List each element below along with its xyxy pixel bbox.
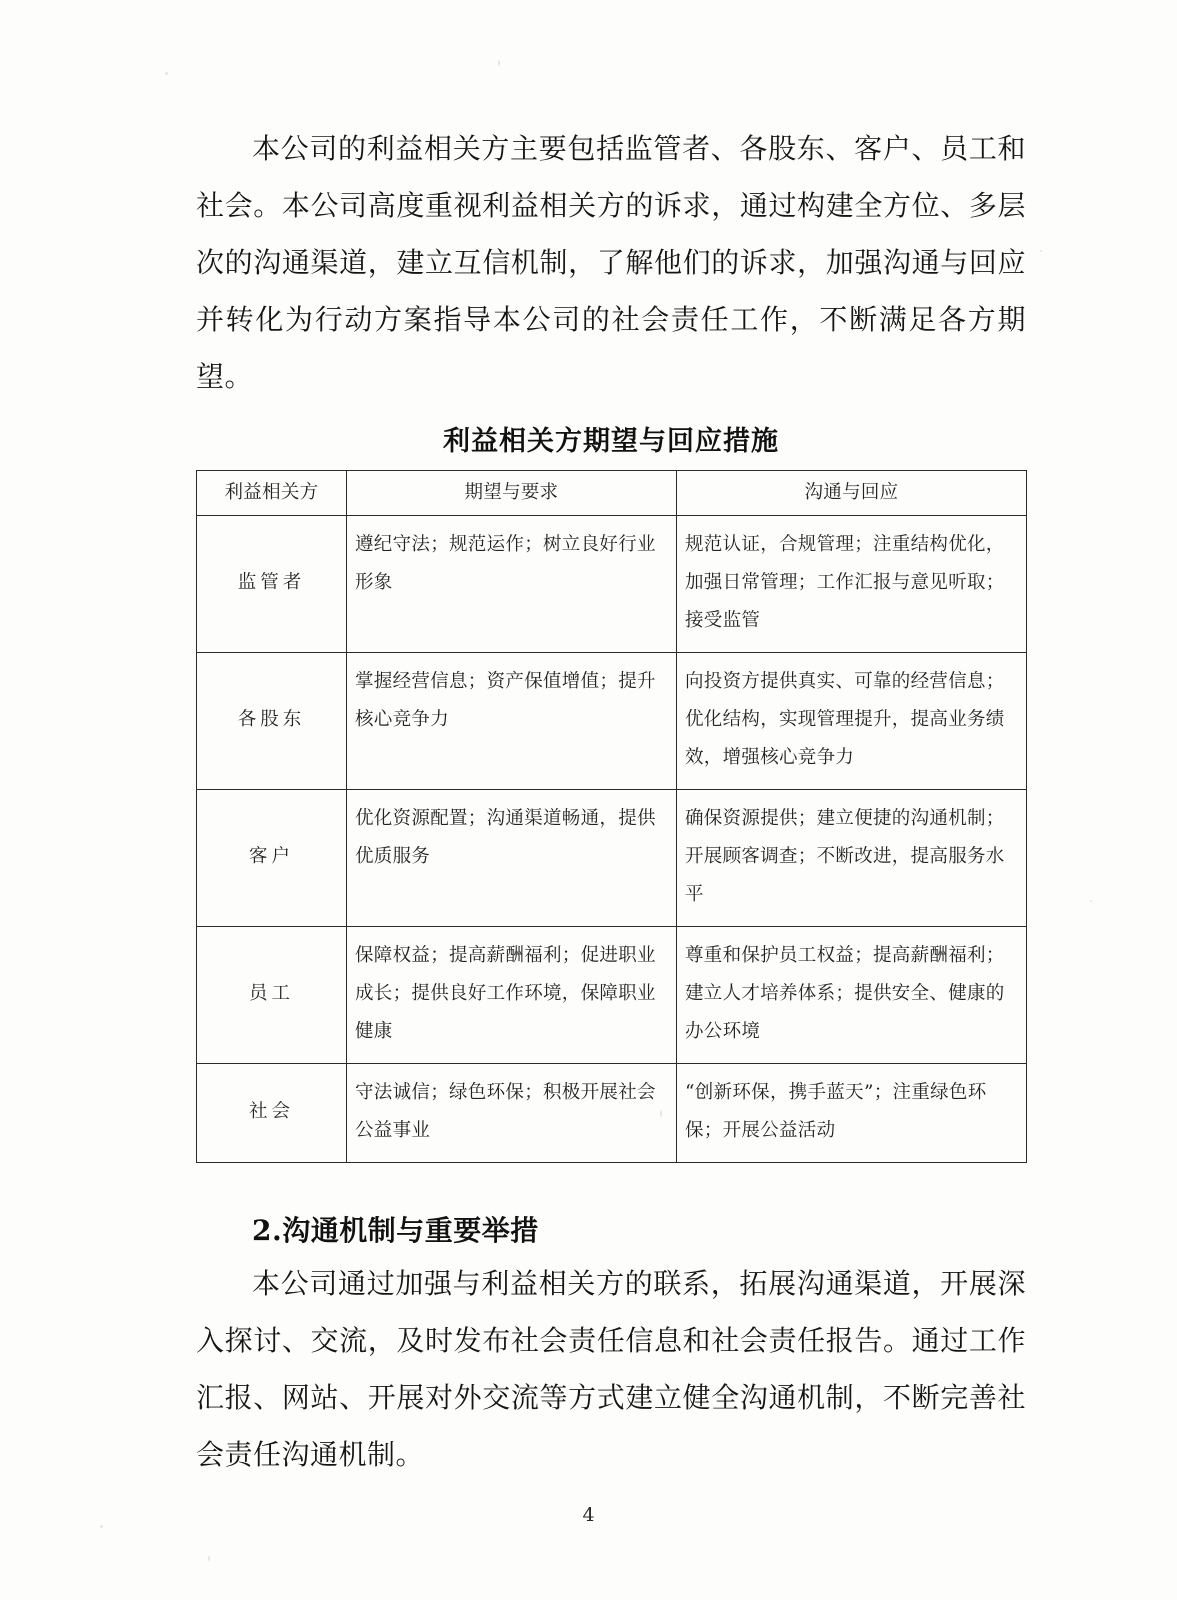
cell-expectation: 守法诚信；绿色环保；积极开展社会公益事业 [347, 1064, 677, 1163]
cell-response: 向投资方提供真实、可靠的经营信息；优化结构，实现管理提升，提高业务绩效，增强核心竞争力 [677, 653, 1027, 790]
cell-party: 客户 [197, 790, 347, 927]
table-row [197, 927, 1027, 1064]
table-header-party: 利益相关方 [197, 471, 347, 516]
cell-response: 确保资源提供；建立便捷的沟通机制；开展顾客调查；不断改进，提高服务水平 [677, 790, 1027, 927]
table-row [197, 516, 1027, 653]
cell-response: 尊重和保护员工权益；提高薪酬福利；建立人才培养体系；提供安全、健康的办公环境 [677, 927, 1027, 1064]
cell-party: 各股东 [197, 653, 347, 790]
scan-speck [498, 60, 500, 66]
cell-party: 社会 [197, 1064, 347, 1163]
table-row [197, 653, 1027, 790]
section-paragraph: 本公司通过加强与利益相关方的联系，拓展沟通渠道，开展深入探讨、交流，及时发布社会责任信息和社会责任报告。通过工作汇报、网站、开展对外交流等方式建立健全沟通机制，不断完善社会责任沟通机制。 [196, 1267, 1026, 1471]
scan-speck [165, 72, 168, 75]
document-body [196, 120, 1026, 1489]
table-title: 利益相关方期望与回应措施 [443, 426, 779, 457]
scan-speck [208, 1556, 210, 1561]
table-header-row [197, 471, 1027, 516]
cell-expectation: 掌握经营信息；资产保值增值；提升核心竞争力 [347, 653, 677, 790]
stakeholder-table [196, 470, 1027, 1163]
cell-party: 监管者 [197, 516, 347, 653]
table-row [197, 790, 1027, 927]
cell-response: “创新环保，携手蓝天”；注重绿色环保；开展公益活动 [677, 1064, 1027, 1163]
cell-expectation: 遵纪守法；规范运作；树立良好行业形象 [347, 516, 677, 653]
cell-expectation: 保障权益；提高薪酬福利；促进职业成长；提供良好工作环境，保障职业健康 [347, 927, 677, 1064]
cell-expectation: 优化资源配置；沟通渠道畅通，提供优质服务 [347, 790, 677, 927]
cell-party: 员工 [197, 927, 347, 1064]
cell-response: 规范认证，合规管理；注重结构优化，加强日常管理；工作汇报与意见听取；接受监管 [677, 516, 1027, 653]
table-row [197, 1064, 1027, 1163]
scan-speck [1090, 900, 1092, 902]
scan-speck [1040, 250, 1042, 252]
table-header-expectation: 期望与要求 [347, 471, 677, 516]
intro-paragraph: 本公司的利益相关方主要包括监管者、各股东、客户、员工和社会。本公司高度重视利益相关方的诉求，通过构建全方位、多层次的沟通渠道，建立互信机制，了解他们的诉求，加强沟通与回应并转化为行动方案指导本公司的社会责任工作，不断满足各方期望。 [196, 132, 1026, 393]
section-heading: 2.沟通机制与重要举措 [252, 1214, 539, 1247]
table-header-response: 沟通与回应 [677, 471, 1027, 516]
page-number: 4 [582, 1504, 595, 1526]
